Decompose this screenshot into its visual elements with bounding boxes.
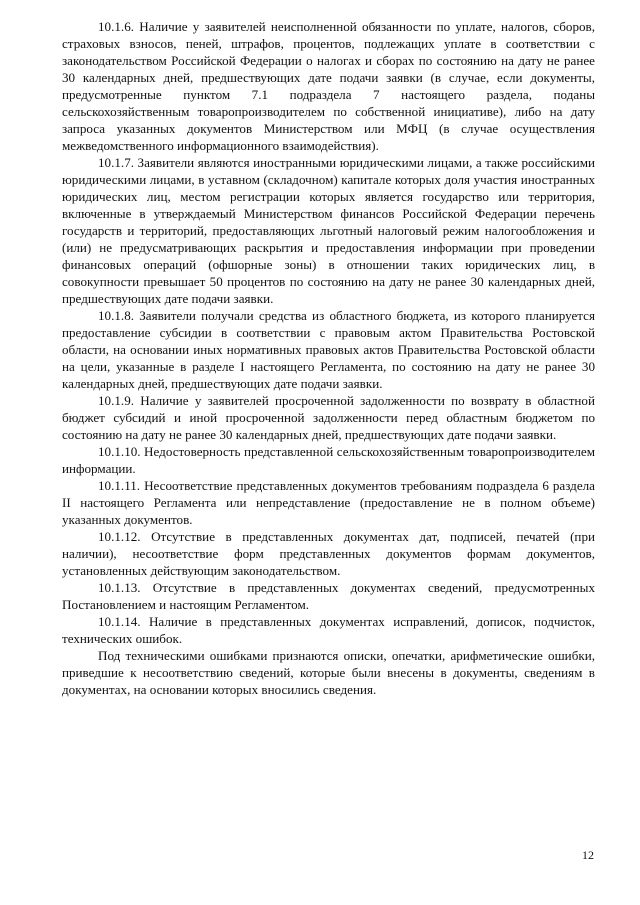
paragraph-10-1-13: 10.1.13. Отсутствие в представленных документах сведений, предусмотренных Постановлением и настоящим Регламентом.: [62, 580, 595, 612]
paragraph-10-1-9: 10.1.9. Наличие у заявителей просроченной задолженности по возврату в областной бюджет субсидий и иной просроченной задолженности перед областным бюджетом по состоянию на дату не ранее 30 календарных дней, предшествующих дате подачи заявки.: [62, 393, 595, 442]
document-page: [62, 18, 595, 698]
paragraph-10-1-6: 10.1.6. Наличие у заявителей неисполненной обязанности по уплате, налогов, сборов, страховых взносов, пеней, штрафов, процентов, подлежащих уплате в соответствии с законодательством Российской Федерации о налогах и сборах по состоянию на дату не ранее 30 календарных дней, предшествующих дате подачи заявки (в случае, если документы, предусмотренные пунктом 7.1 подраздела 7 настоящего раздела, поданы сельскохозяйственным товаропроизводителем по собственной инициативе), либо на дату запроса указанных документов Министерством или МФЦ (в случае осуществления межведомственного информационного взаимодействия).: [62, 19, 595, 153]
paragraph-10-1-11: 10.1.11. Несоответствие представленных документов требованиям подраздела 6 раздела II настоящего Регламента или непредставление (предоставление не в полном объеме) указанных документов.: [62, 478, 595, 527]
paragraph-10-1-10: 10.1.10. Недостоверность представленной сельскохозяйственным товаропроизводителем информации.: [62, 444, 595, 476]
paragraph-10-1-8: 10.1.8. Заявители получали средства из областного бюджета, из которого планируется предоставление субсидии в соответствии с правовым актом Правительства Ростовской области, на основании иных нормативных правовых актов Правительства Ростовской области на цели, указанные в разделе I настоящего Регламента, по состоянию на дату не ранее 30 календарных дней, предшествующих дате подачи заявки.: [62, 308, 595, 391]
paragraph-10-1-12: 10.1.12. Отсутствие в представленных документах дат, подписей, печатей (при наличии), несоответствие форм представленных документов формам документов, установленных действующим законодательством.: [62, 529, 595, 578]
page-number: 12: [582, 848, 594, 862]
paragraph-10-1-7: 10.1.7. Заявители являются иностранными юридическими лицами, а также российскими юридическими лицами, в уставном (складочном) капитале которых доля участия иностранных юридических лиц, местом регистрации которых является государство или территория, включенные в утверждаемый Министерством финансов Российской Федерации перечень государств и территорий, предоставляющих льготный налоговый режим налогообложения и (или) не предусматривающих раскрытия и предоставления информации при проведении финансовых операций (офшорные зоны) в отношении таких юридических лиц, в совокупности превышает 50 процентов по состоянию на дату не ранее 30 календарных дней, предшествующих дате подачи заявки.: [62, 155, 595, 306]
paragraph-10-1-14: 10.1.14. Наличие в представленных документах исправлений, дописок, подчисток, технических ошибок.: [62, 614, 595, 646]
paragraph-technical-errors: Под техническими ошибками признаются описки, опечатки, арифметические ошибки, приведшие к несоответствию сведений, которые были внесены в документы, сведениям в документах, на основании которых вносились сведения.: [62, 648, 595, 697]
